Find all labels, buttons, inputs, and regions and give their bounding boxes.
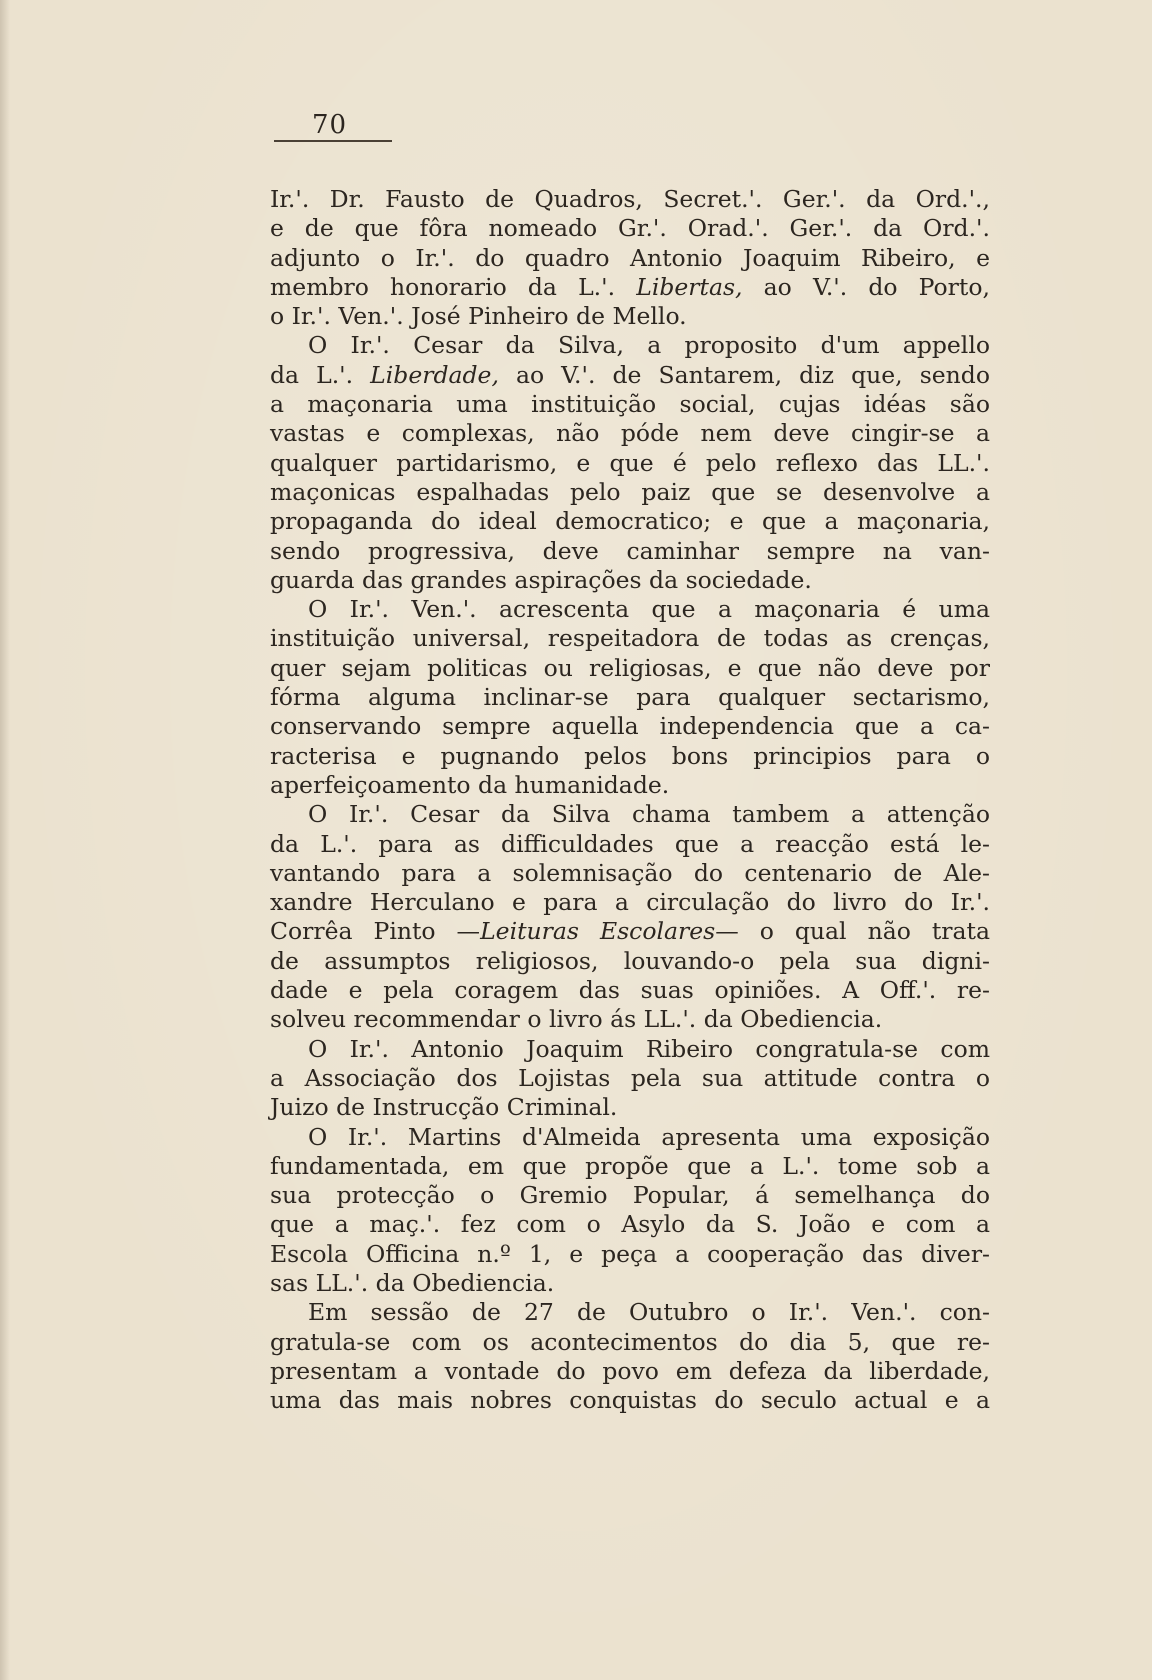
text-line: guarda das grandes aspirações da sociedade. [270, 565, 812, 594]
text-line: Juizo de Instrucção Criminal. [270, 1093, 618, 1122]
text-segment: da L.'. [270, 360, 354, 389]
text-line: O Ir.'. Cesar da Silva, a proposito d'um appello [308, 331, 990, 360]
text-line: Em sessão de 27 de Outubro o Ir.'. Ven.'. con- [308, 1298, 990, 1327]
page-number-rule [274, 140, 392, 142]
text-line: o Ir.'. Ven.'. José Pinheiro de Mello. [270, 302, 687, 331]
text-line: da L.'. para as difficuldades que a reacção está le- [270, 829, 990, 858]
text-line: racterisa e pugnando pelos bons principios para o [270, 741, 990, 770]
text-line: O Ir.'. Cesar da Silva chama tambem a attenção [308, 800, 990, 829]
text-line: solveu recommendar o livro ás LL.'. da Obediencia. [270, 1005, 883, 1034]
text-line [270, 917, 990, 946]
text-line: O Ir.'. Martins d'Almeida apresenta uma exposição [308, 1122, 990, 1151]
text-line: sua protecção o Gremio Popular, á semelhança do [270, 1181, 990, 1210]
text-line: a Associação dos Lojistas pela sua attitude contra o [270, 1063, 990, 1092]
text-segment: ao V.'. do Porto, [763, 272, 990, 301]
text-segment: Corrêa Pinto — [270, 917, 481, 946]
text-segment: membro honorario da L.'. [270, 272, 616, 301]
lodge-name-liberdade: Liberdade, [370, 360, 499, 389]
text-line: a maçonaria uma instituição social, cujas idéas são [270, 390, 990, 419]
body-text [270, 185, 990, 1415]
text-line: gratula-se com os acontecimentos do dia 5, que re- [270, 1327, 990, 1356]
text-line: fórma alguma inclinar-se para qualquer sectarismo, [270, 683, 990, 712]
text-line: dade e pela coragem das suas opiniões. A Off.'. re- [270, 976, 990, 1005]
text-line: de assumptos religiosos, louvando-o pela sua digni- [270, 946, 990, 975]
text-line: vastas e complexas, não póde nem deve cingir-se a [270, 419, 990, 448]
text-line: aperfeiçoamento da humanidade. [270, 770, 670, 799]
text-line [270, 273, 990, 302]
text-line: maçonicas espalhadas pelo paiz que se desenvolve a [270, 477, 990, 506]
text-line: Escola Officina n.º 1, e peça a cooperação das diver- [270, 1239, 990, 1268]
text-line: fundamentada, em que propõe que a L.'. tome sob a [270, 1151, 990, 1180]
text-line: conservando sempre aquella independencia que a ca- [270, 712, 990, 741]
text-line: sas LL.'. da Obediencia. [270, 1268, 555, 1297]
text-line: presentam a vontade do povo em defeza da liberdade, [270, 1356, 990, 1385]
text-line: sendo progressiva, deve caminhar sempre na van- [270, 536, 990, 565]
text-segment: — o qual não trata [715, 917, 991, 946]
text-line: que a maç.'. fez com o Asylo da S. João e com a [270, 1210, 990, 1239]
book-title: Leituras Escolares [480, 917, 716, 946]
text-line: O Ir.'. Ven.'. acrescenta que a maçonaria é uma [308, 595, 990, 624]
text-line: propaganda do ideal democratico; e que a maçonaria, [270, 507, 990, 536]
text-line: O Ir.'. Antonio Joaquim Ribeiro congratula-se com [308, 1034, 990, 1063]
lodge-name-libertas: Libertas, [636, 272, 743, 301]
text-line: qualquer partidarismo, e que é pelo reflexo das LL.'. [270, 448, 990, 477]
text-line: xandre Herculano e para a circulação do livro do Ir.'. [270, 888, 990, 917]
text-segment: ao V.'. de Santarem, diz que, sendo [515, 360, 990, 389]
text-line: e de que fôra nomeado Gr.'. Orad.'. Ger.'. da Ord.'. [270, 214, 990, 243]
text-line: adjunto o Ir.'. do quadro Antonio Joaquim Ribeiro, e [270, 243, 990, 272]
text-line [270, 361, 990, 390]
page-edge-shadow [0, 0, 10, 1680]
text-line: Ir.'. Dr. Fausto de Quadros, Secret.'. Ger.'. da Ord.'., [270, 185, 990, 213]
page-number: 70 [312, 110, 348, 140]
text-line: quer sejam politicas ou religiosas, e que não deve por [270, 653, 990, 682]
text-line: uma das mais nobres conquistas do seculo actual e a [270, 1386, 990, 1415]
text-line: instituição universal, respeitadora de todas as crenças, [270, 624, 990, 653]
text-line: vantando para a solemnisação do centenario de Ale- [270, 858, 990, 887]
